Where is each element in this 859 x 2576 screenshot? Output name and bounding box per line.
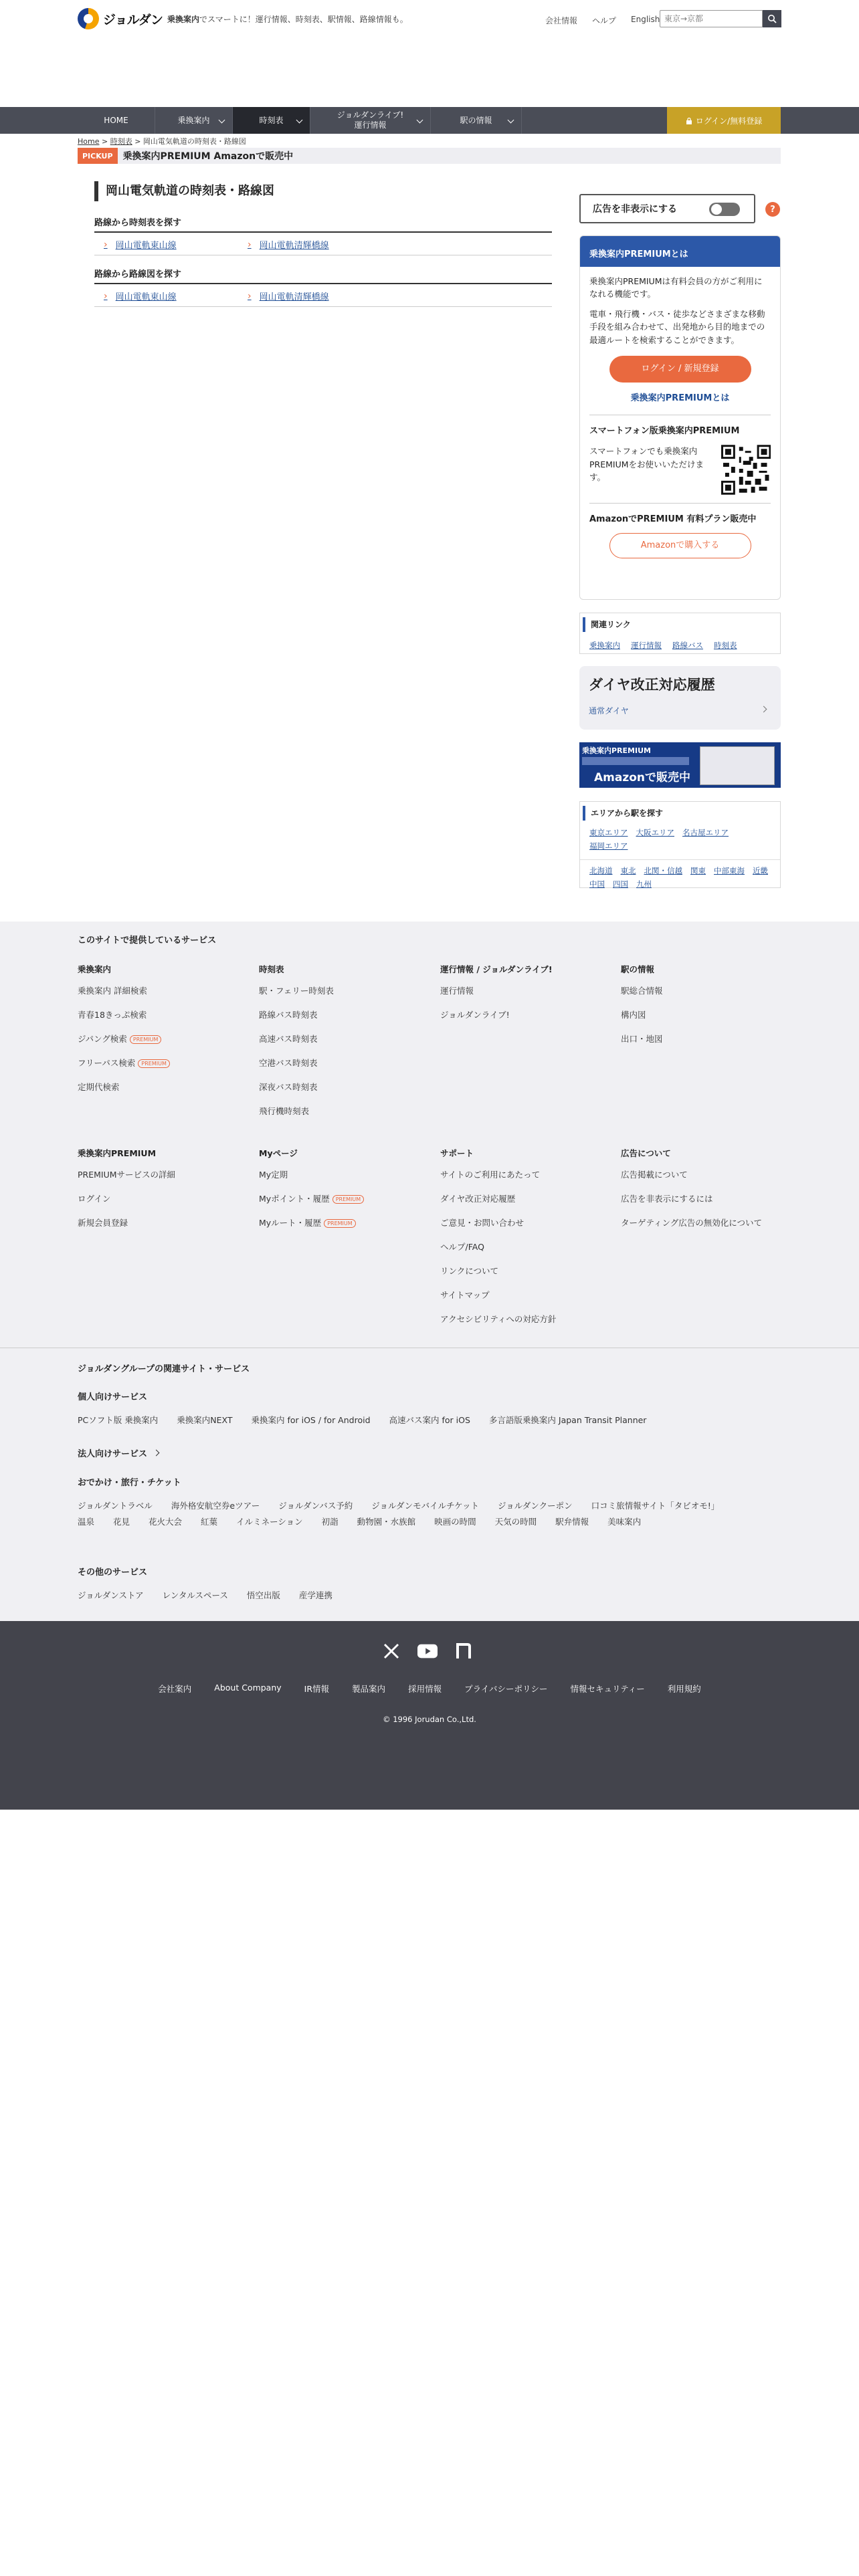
personal-title: 個人向けサービス	[78, 1392, 148, 1402]
divider	[589, 503, 771, 504]
premium-heading: 乗換案内PREMIUMとは	[580, 236, 780, 267]
related-link-timetable[interactable]: 時刻表	[714, 641, 737, 650]
travel-link[interactable]: 温泉	[78, 1517, 95, 1527]
premium-about-link[interactable]: 乗換案内PREMIUMとは	[630, 393, 730, 403]
related-link-operation[interactable]: 運行情報	[631, 641, 662, 650]
footer-link-label: Myルート・履歴	[259, 1218, 322, 1228]
related-link-bus[interactable]: 路線バス	[672, 641, 703, 650]
company-info-link[interactable]: 会社案内	[158, 1684, 192, 1694]
dia-history-box[interactable]	[579, 666, 781, 730]
area-link-hokkaido[interactable]: 北海道	[589, 866, 613, 875]
section-map-heading: 路線から路線図を探す	[94, 267, 552, 284]
footer-col-heading: サポート	[440, 1148, 474, 1158]
personal-links	[78, 1414, 720, 1426]
other-links	[78, 1589, 720, 1601]
banner-main-text: Amazonで販売中	[594, 771, 691, 784]
footer-link[interactable]: ジョルダンライブ!	[440, 1010, 510, 1020]
premium-badge: PREMIUM	[324, 1219, 355, 1228]
footer-col-heading: 運行情報 / ジョルダンライブ!	[440, 964, 553, 974]
smartphone-text: スマートフォンでも乗換案内PREMIUMをお使いいただけます。	[589, 446, 704, 482]
banner-top-text: 乗換案内PREMIUM	[582, 746, 651, 755]
footer-col-heading: 広告について	[621, 1148, 671, 1158]
area-search-box	[579, 801, 781, 888]
lock-icon	[686, 117, 692, 124]
footer-col-mypage	[259, 1147, 364, 1241]
nav-timetable-label: 時刻表	[259, 115, 284, 125]
banner-screenshot-image	[700, 746, 775, 785]
footer-link[interactable]	[78, 984, 170, 1008]
nav-live[interactable]	[310, 107, 431, 134]
footer-col-heading: 時刻表	[259, 964, 284, 974]
travel-link[interactable]: 口コミ旅情報サイト「タビオモ!」	[591, 1501, 720, 1511]
divider	[94, 306, 552, 307]
footer-link-label: ジパング検索	[78, 1034, 127, 1044]
nav-timetable[interactable]	[233, 107, 310, 134]
footer-col-live	[440, 963, 553, 1033]
footer-link[interactable]: サイトマップ	[440, 1290, 490, 1300]
nav-home[interactable]: HOME	[78, 107, 155, 134]
search-button[interactable]	[763, 10, 781, 27]
footer-link[interactable]: 駅・フェリー時刻表	[259, 986, 334, 996]
footer-col-support	[440, 1147, 556, 1337]
area-link-hokkan[interactable]: 北関・信越	[644, 866, 682, 875]
social-links	[381, 1641, 474, 1661]
nav-station-label: 駅の情報	[460, 115, 492, 125]
footer-link[interactable]: アクセシビリティへの対応方針	[440, 1314, 557, 1324]
qr-code-icon	[721, 445, 771, 495]
other-link[interactable]: ジョルダンストア	[78, 1590, 144, 1600]
footer-link[interactable]: PREMIUMサービスの詳細	[78, 1170, 176, 1180]
chevron-right-icon	[153, 1450, 160, 1457]
related-links-heading: 関連リンク	[583, 617, 780, 632]
footer-link[interactable]: 空港バス時刻表	[259, 1058, 318, 1068]
footer-col-premium	[78, 1147, 175, 1241]
premium-login-button[interactable]: ログイン / 新規登録	[609, 356, 751, 383]
travel-link[interactable]: ジョルダンバス予約	[278, 1501, 353, 1511]
map-link-higashiyama[interactable]: › 岡山電軌東山線	[94, 290, 238, 302]
privacy-link[interactable]: プライバシーポリシー	[464, 1684, 548, 1694]
premium-badge: PREMIUM	[332, 1195, 364, 1204]
ad-hide-toggle[interactable]	[579, 194, 755, 223]
travel-link[interactable]: 花見	[113, 1517, 130, 1527]
travel-link[interactable]: 動物園・水族館	[357, 1517, 416, 1527]
footer-link[interactable]: 高速バス時刻表	[259, 1034, 318, 1044]
travel-link[interactable]: 美味案内	[607, 1517, 642, 1527]
amazon-heading: AmazonでPREMIUM 有料プラン販売中	[589, 514, 757, 525]
note-icon[interactable]	[454, 1641, 474, 1661]
footer-link-label: フリーパス検索	[78, 1058, 136, 1068]
travel-link[interactable]: 海外格安航空券eツアー	[171, 1501, 260, 1511]
amazon-buy-button[interactable]: Amazonで購入する	[609, 533, 751, 558]
footer-link[interactable]: ヘルプ/FAQ	[440, 1242, 484, 1252]
footer-link[interactable]	[78, 1033, 170, 1057]
section-timetable-links	[94, 238, 382, 251]
footer-link[interactable]: 深夜バス時刻表	[259, 1082, 318, 1092]
chevron-down-icon	[219, 117, 225, 124]
travel-link[interactable]: 初詣	[321, 1517, 339, 1527]
footer-link-label: 定期代検索	[78, 1082, 120, 1092]
pickup-banner[interactable]	[78, 148, 781, 164]
dia-history-title: ダイヤ改正対応履歴	[589, 677, 715, 693]
area-link-chubu[interactable]: 中部東海	[714, 866, 745, 875]
personal-link[interactable]: 高速バス案内 for iOS	[389, 1415, 470, 1425]
travel-link[interactable]: 天気の時間	[494, 1517, 537, 1527]
area-link-tohoku[interactable]: 東北	[620, 866, 636, 875]
corporate-title: 法人向けサービス	[78, 1449, 148, 1459]
banner-stripe	[582, 757, 689, 765]
premium-badge: PREMIUM	[130, 1035, 161, 1044]
terms-link[interactable]: 利用規約	[667, 1684, 701, 1694]
search-box	[660, 10, 781, 27]
footer-bottom	[0, 1621, 859, 1810]
footer-link[interactable]: 運行情報	[440, 986, 474, 996]
footer-link-label: My定期	[259, 1170, 288, 1180]
footer-col-ads	[621, 1147, 762, 1241]
footer-col-heading: 乗換案内PREMIUM	[78, 1148, 157, 1158]
chevron-down-icon	[508, 117, 514, 124]
premium-desc-2: 電車・飛行機・バス・徒歩などさまざまな移動手段を組み合わせて、出発地から目的地までの最適ルートを検索することができます。	[589, 308, 765, 345]
chevron-down-icon	[296, 117, 303, 124]
login-register-button[interactable]	[667, 107, 781, 134]
english-link[interactable]: English	[631, 15, 660, 24]
area-link-kyushu[interactable]: 九州	[636, 879, 652, 889]
section-map-links	[94, 290, 382, 302]
tagline	[167, 13, 408, 25]
help-question-icon[interactable]: ?	[765, 202, 780, 217]
other-title: その他のサービス	[78, 1568, 148, 1578]
recruit-link[interactable]: 採用情報	[408, 1684, 442, 1694]
footer-link[interactable]: 出口・地図	[621, 1034, 663, 1044]
area-link-tokyo[interactable]: 東京エリア	[589, 828, 628, 837]
header	[0, 0, 859, 40]
breadcrumb-home[interactable]: Home	[78, 137, 100, 146]
toggle-switch[interactable]	[709, 203, 740, 216]
personal-link[interactable]: PCソフト版 乗換案内	[78, 1415, 159, 1425]
chevron-right-icon	[761, 706, 767, 713]
footer-link[interactable]	[78, 1057, 170, 1081]
other-link[interactable]: 悟空出版	[246, 1590, 280, 1600]
nav-station[interactable]	[431, 107, 522, 134]
other-link[interactable]: レンタルスペース	[162, 1590, 228, 1600]
footer-link[interactable]: ターゲティング広告の無効化について	[621, 1218, 763, 1228]
footer-col-transfer	[78, 963, 170, 1105]
about-company-link[interactable]: About Company	[214, 1683, 282, 1693]
ir-link[interactable]: IR情報	[304, 1684, 330, 1694]
footer-col-station	[621, 963, 663, 1057]
footer-link[interactable]	[259, 1192, 364, 1216]
pickup-text: 乗換案内PREMIUM Amazonで販売中	[122, 151, 294, 162]
ad-hide-label: 広告を非表示にする	[593, 204, 677, 215]
smartphone-heading: スマートフォン版乗換案内PREMIUM	[589, 426, 740, 437]
nav-live-label: ジョルダンライブ! 運行情報	[337, 110, 404, 130]
security-link[interactable]: 情報セキュリティー	[570, 1684, 645, 1694]
breadcrumb-timetable[interactable]: 時刻表	[110, 137, 132, 146]
footer-link[interactable]	[78, 1008, 170, 1033]
footer-link[interactable]: ログイン	[78, 1194, 111, 1204]
footer-col-timetable	[259, 963, 334, 1129]
footer-link[interactable]: 広告掲載について	[621, 1170, 688, 1180]
area-link-osaka[interactable]: 大阪エリア	[636, 828, 674, 837]
travel-title: おでかけ・旅行・チケット	[78, 1478, 181, 1488]
related-links-box	[579, 613, 781, 654]
search-icon	[767, 14, 777, 23]
area-link-nagoya[interactable]: 名古屋エリア	[682, 828, 729, 837]
map-link-seikibashi[interactable]: › 岡山電軌清輝橋線	[238, 290, 382, 302]
area-link-fukuoka[interactable]: 福岡エリア	[589, 841, 628, 851]
premium-box	[579, 235, 781, 600]
page-title: 岡山電気軌道の時刻表・路線図	[94, 181, 274, 201]
travel-link[interactable]: 映画の時間	[434, 1517, 476, 1527]
company-links	[120, 1683, 739, 1695]
footer-link[interactable]: 構内図	[621, 1010, 646, 1020]
footer-link-label: Myポイント・履歴	[259, 1194, 330, 1204]
footer-col-heading: 駅の情報	[621, 964, 655, 974]
search-input[interactable]	[660, 10, 763, 27]
travel-links	[78, 1499, 720, 1527]
timetable-link-higashiyama[interactable]: › 岡山電軌東山線	[94, 238, 238, 251]
pickup-tag: PICKUP	[78, 148, 118, 164]
breadcrumb-current: 岡山電気軌道の時刻表・路線図	[142, 137, 246, 146]
travel-link[interactable]: 花火大会	[149, 1517, 183, 1527]
footer-link[interactable]: リンクについて	[440, 1266, 499, 1276]
footer-link[interactable]: サイトのご利用にあたって	[440, 1170, 541, 1180]
other-link[interactable]: 産学連携	[298, 1590, 332, 1600]
amazon-banner[interactable]	[579, 742, 781, 788]
logo-text: ジョルダン	[103, 12, 163, 27]
travel-link[interactable]: 駅弁情報	[555, 1517, 589, 1527]
personal-link[interactable]: 乗換案内 for iOS / for Android	[251, 1415, 371, 1425]
area-search-heading: エリアから駅を探す	[583, 806, 780, 821]
travel-link[interactable]: イルミネーション	[236, 1517, 303, 1527]
timetable-link-seikibashi[interactable]: › 岡山電軌清輝橋線	[238, 238, 382, 251]
corporate-link[interactable]	[78, 1446, 159, 1459]
area-link-shikoku[interactable]: 四国	[613, 879, 628, 889]
footer-link[interactable]: ご意見・お問い合わせ	[440, 1218, 524, 1228]
footer-link[interactable]	[259, 1168, 364, 1192]
footer-link[interactable]	[78, 1081, 170, 1105]
tagline-bold: 乗換案内	[167, 15, 200, 24]
youtube-icon[interactable]	[417, 1641, 438, 1661]
company-link[interactable]: 会社情報	[545, 16, 578, 25]
footer-link-label: 青春18きっぷ検索	[78, 1010, 147, 1020]
tagline-rest: でスマートに！運行情報、時刻表、駅情報、路線情報も。	[199, 15, 408, 24]
nav-transfer-label: 乗換案内	[177, 115, 210, 125]
footer-link[interactable]: 飛行機時刻表	[259, 1106, 310, 1116]
breadcrumb: Home > 時刻表 > 岡山電気軌道の時刻表・路線図	[78, 137, 246, 146]
login-register-label: ログイン/無料登録	[695, 116, 763, 126]
x-icon[interactable]	[381, 1641, 401, 1661]
help-link[interactable]: ヘルプ	[592, 16, 617, 25]
area-link-kanto[interactable]: 関東	[690, 866, 706, 875]
footer-col-heading: 乗換案内	[78, 964, 112, 974]
logo-mark-icon	[78, 8, 99, 29]
footer-link-label: 乗換案内 詳細検索	[78, 986, 147, 996]
related-link-transfer[interactable]: 乗換案内	[589, 641, 620, 650]
nav-transfer[interactable]	[155, 107, 233, 134]
footer-link[interactable]: 路線バス時刻表	[259, 1010, 318, 1020]
travel-link[interactable]: ジョルダントラベル	[78, 1501, 153, 1511]
footer-link[interactable]: 新規会員登録	[78, 1218, 128, 1228]
personal-link[interactable]: 乗換案内NEXT	[177, 1415, 233, 1425]
site-logo[interactable]	[78, 8, 163, 29]
dia-history-item: 通常ダイヤ	[589, 706, 629, 716]
products-link[interactable]: 製品案内	[352, 1684, 386, 1694]
top-links	[545, 15, 660, 26]
premium-badge: PREMIUM	[138, 1059, 169, 1068]
section-timetable-heading: 路線から時刻表を探す	[94, 215, 552, 233]
personal-link[interactable]: 多言語版乗換案内 Japan Transit Planner	[488, 1415, 647, 1425]
footer-link[interactable]	[259, 1216, 364, 1241]
footer-link[interactable]: 広告を非表示にするには	[621, 1194, 713, 1204]
copyright: © 1996 Jorudan Co.,Ltd.	[383, 1715, 476, 1724]
group-title: ジョルダングループの関連サイト・サービス	[78, 1364, 250, 1374]
travel-link[interactable]: ジョルダンクーポン	[498, 1501, 573, 1511]
chevron-down-icon	[417, 117, 423, 124]
footer-services-title: このサイトで提供しているサービス	[78, 936, 217, 946]
premium-desc-1: 乗換案内PREMIUMは有料会員の方がご利用になれる機能です。	[589, 276, 763, 300]
footer-col-heading: Myページ	[259, 1148, 298, 1158]
area-link-kinki[interactable]: 近畿	[753, 866, 768, 875]
footer-link[interactable]: 駅総合情報	[621, 986, 663, 996]
footer-link[interactable]: ダイヤ改正対応履歴	[440, 1194, 516, 1204]
area-link-chugoku[interactable]: 中国	[589, 879, 605, 889]
travel-link[interactable]: ジョルダンモバイルチケット	[371, 1501, 479, 1511]
travel-link[interactable]: 紅葉	[201, 1517, 218, 1527]
